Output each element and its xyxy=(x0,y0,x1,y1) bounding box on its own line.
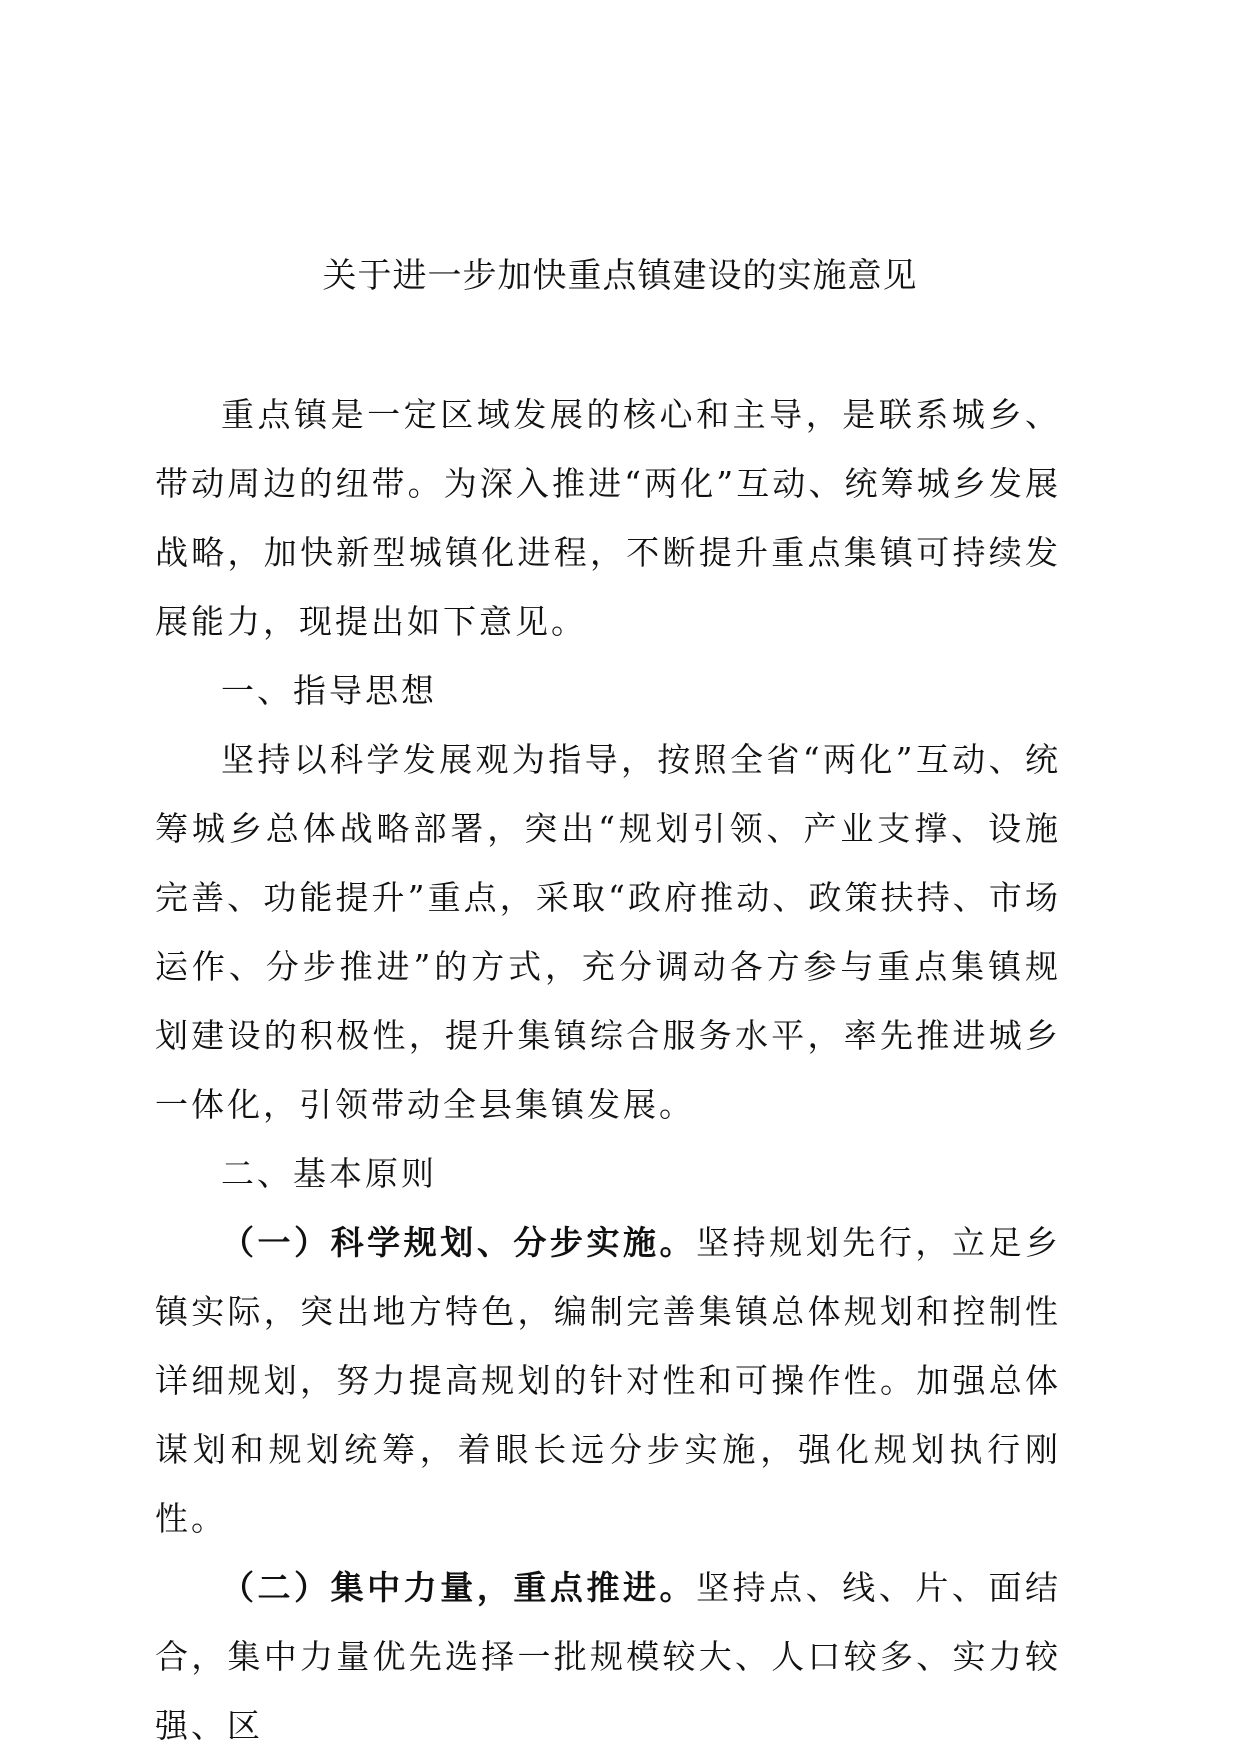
principle-paragraph xyxy=(155,1553,1061,1760)
document-title: 关于进一步加快重点镇建设的实施意见 xyxy=(322,256,918,296)
principle-lead: （二）集中力量，重点推进。 xyxy=(221,1568,697,1607)
intro-paragraph: 重点镇是一定区域发展的核心和主导，是联系城乡、带动周边的纽带。为深入推进“两化”互动、统筹城乡发展战略，加快新型城镇化进程，不断提升重点集镇可持续发展能力，现提出如下意见。 xyxy=(155,395,1061,641)
section-heading-basic-principles: 二、基本原则 xyxy=(221,1154,437,1193)
principle-lead: （一）科学规划、分步实施。 xyxy=(221,1223,697,1262)
guiding-ideology-paragraph: 坚持以科学发展观为指导，按照全省“两化”互动、统筹城乡总体战略部署，突出“规划引领、产业支撑、设施完善、功能提升”重点，采取“政府推动、政策扶持、市场运作、分步推进”的方式，充分调动各方参与重点集镇规划建设的积极性，提升集镇综合服务水平，率先推进城乡一体化，引领带动全县集镇发展。 xyxy=(155,740,1061,1124)
principle-text: 坚持点、线、片、面结合，集中力量优先选择一批规模较大、人口较多、实力较强、区 xyxy=(155,1568,1062,1745)
principle-paragraph xyxy=(155,1208,1061,1553)
document-body xyxy=(155,380,1061,1760)
principle-text: 坚持规划先行，立足乡镇实际，突出地方特色，编制完善集镇总体规划和控制性详细规划，努力提高规划的针对性和可操作性。加强总体谋划和规划统筹，着眼长远分步实施，强化规划执行刚性。 xyxy=(155,1223,1062,1538)
section-heading-guiding-ideology: 一、指导思想 xyxy=(221,671,437,710)
